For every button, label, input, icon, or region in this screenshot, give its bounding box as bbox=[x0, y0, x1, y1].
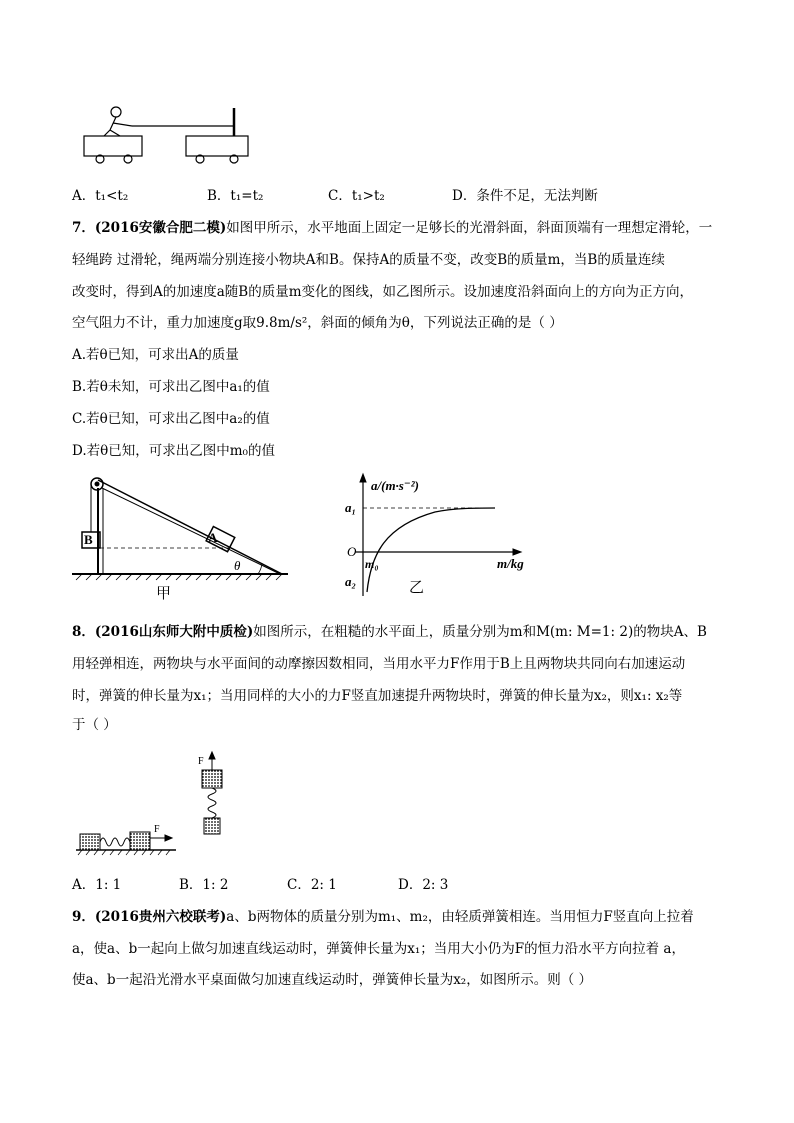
q7-stem-line-2: 轻绳跨 过滑轮，绳两端分别连接小物块A和B。保持A的质量不变，改变B的质量m，当B的质量连续 bbox=[72, 252, 665, 268]
q8-option-c: C．2: 1 bbox=[287, 877, 337, 893]
q7-graph-label-a2: a₂ bbox=[345, 574, 357, 589]
q7-fig-label-b: B bbox=[84, 532, 93, 547]
q7-fig-label-theta: θ bbox=[234, 558, 241, 573]
q6-option-b: B．t₁=t₂ bbox=[207, 188, 264, 204]
q8-stem-line-4: 于（ ） bbox=[72, 717, 117, 733]
q8-stem-line-1 bbox=[72, 622, 707, 642]
q9-stem-line-3: 使a、b一起沿光滑水平桌面做匀加速直线运动时，弹簧伸长量为x₂，如图所示。则（ ） bbox=[72, 972, 593, 988]
q7-option-d: D.若θ已知，可求出乙图中m₀的值 bbox=[72, 443, 275, 459]
q7-stem-line-4: 空气阻力不计，重力加速度g取9.8m/s²，斜面的倾角为θ，下列说法正确的是（ ） bbox=[72, 315, 563, 331]
q7-stem-line-1 bbox=[72, 218, 712, 238]
q8-stem-text-1: 如图所示，在粗糙的水平面上，质量分别为m和M(m: M=1: 2)的物块A、B bbox=[253, 624, 707, 640]
q7-stem-text-1: 如图甲所示，水平地面上固定一足够长的光滑斜面，斜面顶端有一理想定滑轮，一 bbox=[226, 220, 713, 236]
q7-graph-label-a1: a₁ bbox=[345, 500, 357, 515]
q7-figure-incline bbox=[72, 472, 292, 604]
q7-number: 7． bbox=[72, 220, 95, 236]
q7-fig-caption-yi: 乙 bbox=[409, 580, 425, 596]
q7-figure-graph bbox=[325, 474, 545, 602]
q9-stem-text-1: a、b两物体的质量分别为m₁、m₂，由轻质弹簧相连。当用恒力F竖直向上拉着 bbox=[226, 909, 694, 925]
q6-option-a: A．t₁<t₂ bbox=[72, 188, 129, 204]
q8-fig-force-vertical: F bbox=[198, 756, 204, 767]
q9-stem-line-1 bbox=[72, 907, 694, 927]
q8-source: (2016山东师大附中质检) bbox=[94, 624, 254, 640]
q7-option-a: A.若θ已知，可求出A的质量 bbox=[72, 347, 239, 363]
q8-figure-springs bbox=[76, 752, 236, 858]
q9-stem-line-2: a，使a、b一起向上做匀加速直线运动时，弹簧伸长量为x₁；当用大小仍为F的恒力沿水平方向拉着 a， bbox=[72, 941, 685, 957]
q6-figure-carts bbox=[80, 100, 270, 166]
q7-source: (2016安徽合肥二模) bbox=[94, 220, 227, 236]
q6-option-c: C．t₁>t₂ bbox=[328, 188, 385, 204]
q7-graph-x-axis-label: m/kg bbox=[497, 556, 524, 571]
q7-fig-label-a: A bbox=[208, 530, 218, 545]
q9-source: (2016贵州六校联考) bbox=[94, 909, 227, 925]
q9-number: 9． bbox=[72, 909, 95, 925]
q6-option-d: D．条件不足，无法判断 bbox=[452, 188, 598, 204]
q7-graph-origin: O bbox=[347, 544, 357, 559]
q8-stem-line-3: 时，弹簧的伸长量为x₁；当用同样的大小的力F竖直加速提升两物块时，弹簧的伸长量为x₂，则x₁: x₂等 bbox=[72, 688, 683, 704]
q7-graph-y-axis-label: a/(m·s⁻²) bbox=[371, 478, 419, 493]
q7-option-b: B.若θ未知，可求出乙图中a₁的值 bbox=[72, 379, 270, 395]
q8-number: 8． bbox=[72, 624, 95, 640]
q7-option-c: C.若θ已知，可求出乙图中a₂的值 bbox=[72, 411, 270, 427]
q7-stem-line-3: 改变时，得到A的加速度a随B的质量m变化的图线，如乙图所示。设加速度沿斜面向上的方向为正方向， bbox=[72, 284, 694, 300]
q8-stem-line-2: 用轻弹相连，两物块与水平面间的动摩擦因数相同，当用水平力F作用于B上且两物块共同向右加速运动 bbox=[72, 656, 686, 672]
q7-graph-label-m0: m₀ bbox=[365, 557, 379, 571]
q8-option-b: B．1: 2 bbox=[179, 877, 229, 893]
q8-fig-force-horizontal: F bbox=[154, 824, 160, 835]
q8-option-a: A．1: 1 bbox=[72, 877, 122, 893]
q7-fig-caption-jia: 甲 bbox=[156, 586, 172, 602]
q8-option-d: D．2: 3 bbox=[398, 877, 449, 893]
